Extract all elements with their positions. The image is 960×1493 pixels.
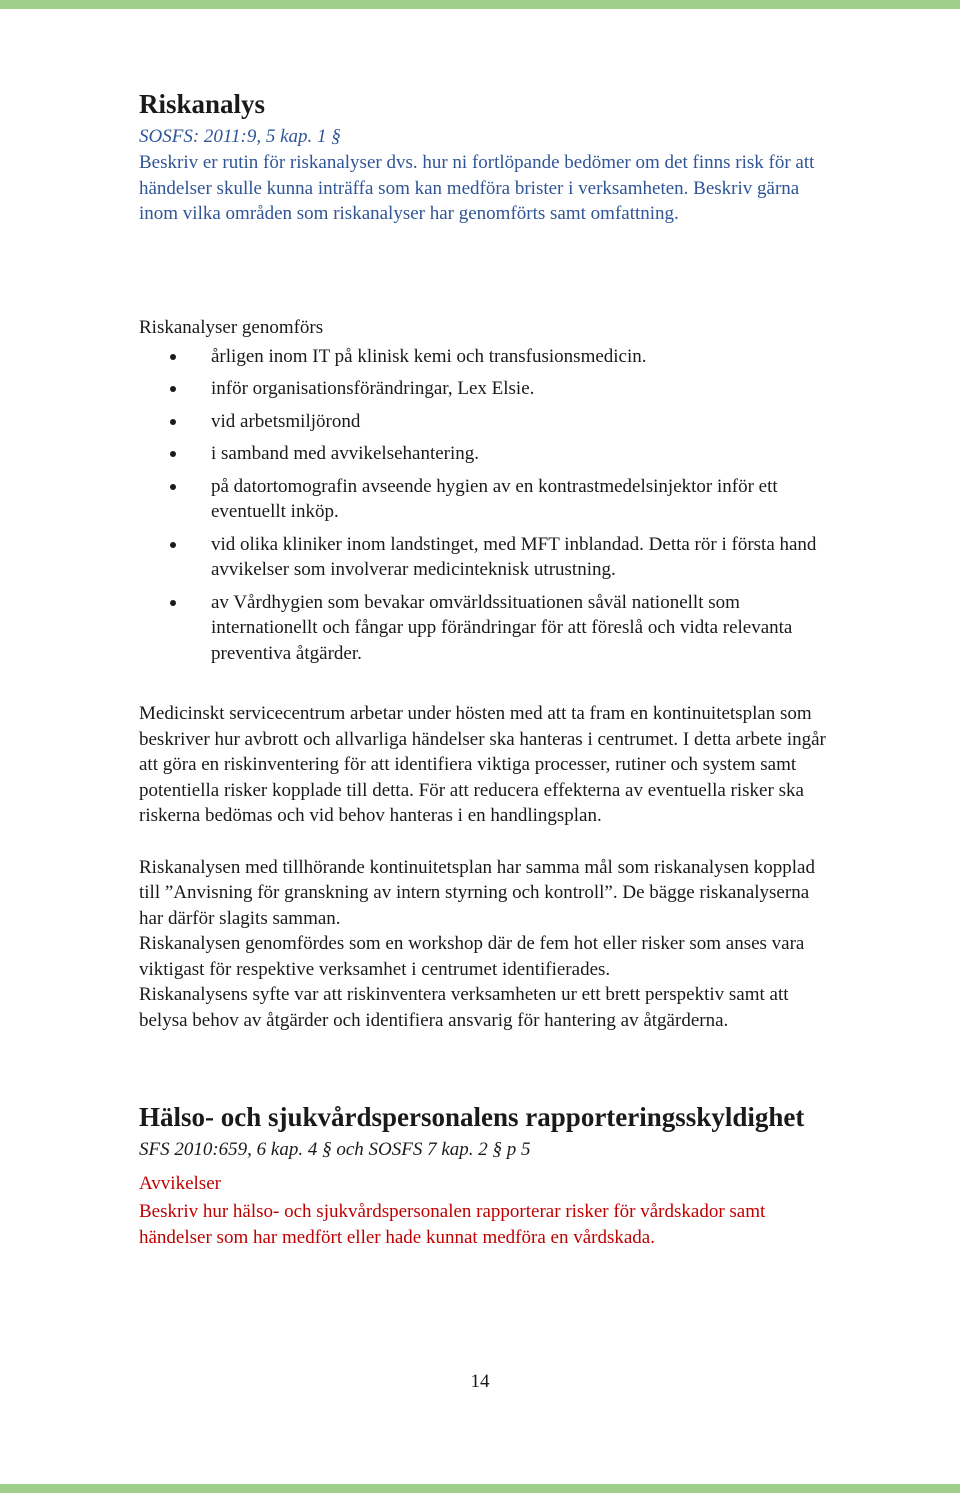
list-item: inför organisationsförändringar, Lex Elsie. xyxy=(139,376,829,402)
list-item: på datortomografin avseende hygien av en kontrastmedelsinjektor inför ett eventuellt inköp. xyxy=(139,474,829,525)
subheading-avvikelser: Avvikelser xyxy=(139,1173,221,1194)
bullet-icon xyxy=(170,451,176,457)
guidance-text: Beskriv er rutin för riskanalyser dvs. hur ni fortlöpande bedömer om det finns risk för att händelser skulle kunna inträffa som kan medföra brister i verksamheten. Beskriv gärna inom vilka områden som riskanalyser har genomförts samt omfattning. xyxy=(139,152,815,224)
body-paragraph: Riskanalysens syfte var att riskinventera verksamheten ur ett brett perspektiv samt att belysa behov av åtgärder och identifiera ansvarig för hantering av åtgärderna. xyxy=(139,984,789,1031)
body-paragraph: Riskanalysen med tillhörande kontinuitetsplan har samma mål som riskanalysen kopplad till ”Anvisning för granskning av intern styrning och kontroll”. De bägge riskanalyserna har därför slagits samman. xyxy=(139,856,815,929)
bullet-icon xyxy=(170,386,176,392)
list-lead: Riskanalyser genomförs xyxy=(139,316,324,338)
guidance-text: Beskriv hur hälso- och sjukvårdspersonalen rapporterar risker för vårdskador samt händelser som har medfört eller hade kunnat medföra en vårdskada. xyxy=(139,1201,766,1248)
bullet-icon xyxy=(170,419,176,425)
top-decorative-rule xyxy=(0,0,960,9)
list-item: årligen inom IT på klinisk kemi och transfusionsmedicin. xyxy=(139,344,829,370)
section-reference: SOSFS: 2011:9, 5 kap. 1 § xyxy=(139,126,341,147)
bullet-icon xyxy=(170,354,176,360)
list-item: av Vårdhygien som bevakar omvärldssituationen såväl nationellt som internationellt och fångar upp förändringar för att föreslå och vidta relevanta preventiva åtgärder. xyxy=(139,590,829,667)
body-paragraph: Riskanalysen genomfördes som en workshop där de fem hot eller risker som anses vara viktigast för respektive verksamhet i centrumet identifierades. xyxy=(139,933,805,980)
document-page xyxy=(139,84,829,1251)
list-item: vid olika kliniker inom landstinget, med MFT inblandad. Detta rör i första hand avvikelser som involverar medicinteknisk utrustning. xyxy=(139,532,829,583)
bullet-icon xyxy=(170,542,176,548)
bottom-decorative-rule xyxy=(0,1484,960,1493)
body-paragraph: Medicinskt servicecentrum arbetar under hösten med att ta fram en kontinuitetsplan som beskriver hur avbrott och allvarliga händelser ska hanteras i centrumet. I detta arbete ingår att göra en riskinventering för att identifiera viktiga processer, rutiner och system samt potentiella risker kopplade till detta. För att reducera effekterna av eventuella risker ska riskerna bedömas och vid behov hanteras i en handlingsplan. xyxy=(139,703,826,826)
bullet-icon xyxy=(170,484,176,490)
page-number: 14 xyxy=(470,1371,490,1392)
bullet-icon xyxy=(170,600,176,606)
list-item: vid arbetsmiljörond xyxy=(139,409,829,435)
section-heading-riskanalys: Riskanalys xyxy=(139,89,266,119)
risk-analysis-list xyxy=(139,344,829,667)
section-reference: SFS 2010:659, 6 kap. 4 § och SOSFS 7 kap. 2 § p 5 xyxy=(139,1139,531,1160)
list-item: i samband med avvikelsehantering. xyxy=(139,441,829,467)
section-heading-rapporteringsskyldighet: Hälso- och sjukvårdspersonalens rapporteringsskyldighet xyxy=(139,1102,805,1132)
